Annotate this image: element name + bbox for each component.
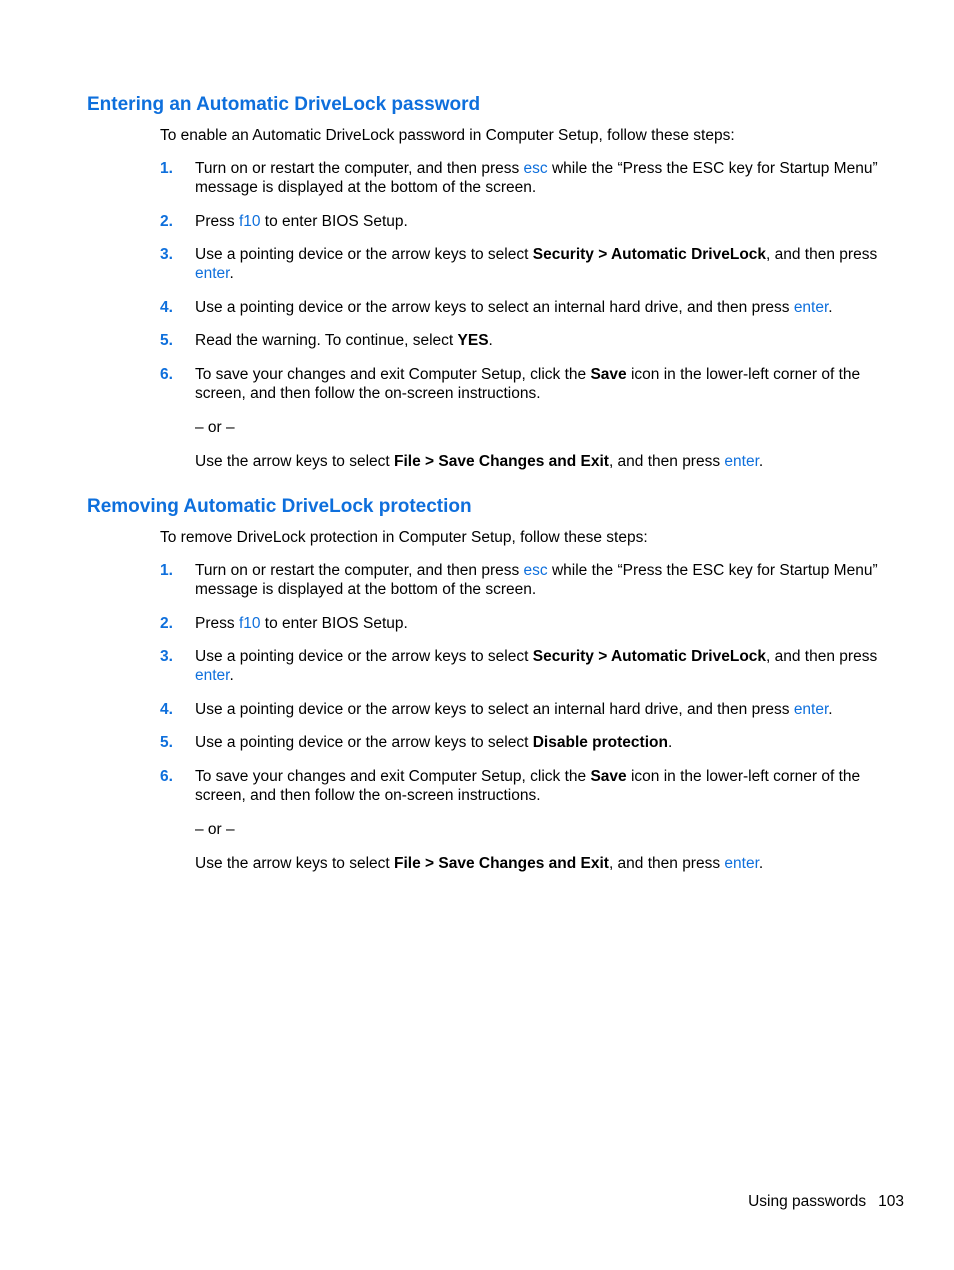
key-esc: esc bbox=[523, 562, 548, 579]
key-enter: enter bbox=[793, 700, 829, 718]
step-1: 1. Turn on or restart the computer, and then press esc while the “Press the ESC key for Startup Menu” message is displayed at the bottom of the screen. bbox=[160, 160, 878, 196]
or-separator: – or – bbox=[195, 418, 235, 436]
page-footer bbox=[748, 1192, 904, 1211]
step-3: 3. Use a pointing device or the arrow keys to select Security > Automatic DriveLock, and then press enter. bbox=[160, 648, 878, 684]
step-4: 4. Use a pointing device or the arrow keys to select an internal hard drive, and then press enter. bbox=[160, 298, 833, 316]
step-3: 3. Use a pointing device or the arrow keys to select Security > Automatic DriveLock, and then press enter. bbox=[160, 246, 878, 282]
section-removing-protection bbox=[87, 496, 887, 887]
step-5: 5. Use a pointing device or the arrow keys to select Disable protection. bbox=[160, 734, 673, 751]
section-intro: To remove DriveLock protection in Computer Setup, follow these steps: bbox=[160, 529, 648, 546]
page-number: 103 bbox=[878, 1193, 904, 1210]
section-entering-password bbox=[87, 94, 887, 485]
step-6: 6. To save your changes and exit Computer Setup, click the Save icon in the lower-left corner of the screen, and then follow the on-screen instructions. – or – Use the arrow keys to select File > Save Changes and Exit, and then press enter. bbox=[160, 767, 887, 873]
step-5: 5. Read the warning. To continue, select YES. bbox=[160, 332, 493, 349]
step-6: 6. To save your changes and exit Computer Setup, click the Save icon in the lower-left corner of the screen, and then follow the on-screen instructions. – or – Use the arrow keys to select File > Save Changes and Exit, and then press enter. bbox=[160, 365, 887, 471]
step-1: 1. Turn on or restart the computer, and then press esc while the “Press the ESC key for Startup Menu” message is displayed at the bottom of the screen. bbox=[160, 562, 878, 598]
key-enter: enter bbox=[724, 854, 759, 872]
section-heading: Removing Automatic DriveLock protection bbox=[87, 496, 472, 517]
alternative-step: Use the arrow keys to select File > Save Changes and Exit, and then press enter. bbox=[195, 854, 764, 872]
alternative-step: Use the arrow keys to select File > Save Changes and Exit, and then press enter. bbox=[195, 452, 764, 470]
key-enter: enter bbox=[793, 298, 829, 316]
key-esc: esc bbox=[523, 160, 548, 177]
section-heading: Entering an Automatic DriveLock password bbox=[87, 94, 481, 115]
steps-list bbox=[160, 561, 887, 873]
key-f10: f10 bbox=[238, 212, 261, 230]
key-enter: enter bbox=[195, 265, 230, 282]
steps-list bbox=[160, 159, 887, 471]
key-f10: f10 bbox=[238, 614, 261, 632]
step-4: 4. Use a pointing device or the arrow keys to select an internal hard drive, and then press enter. bbox=[160, 700, 833, 718]
step-2: 2. Press f10 to enter BIOS Setup. bbox=[160, 212, 408, 230]
key-enter: enter bbox=[724, 452, 759, 470]
section-intro: To enable an Automatic DriveLock password in Computer Setup, follow these steps: bbox=[160, 127, 735, 144]
step-2: 2. Press f10 to enter BIOS Setup. bbox=[160, 614, 408, 632]
key-enter: enter bbox=[195, 667, 230, 684]
or-separator: – or – bbox=[195, 820, 235, 838]
footer-section-title: Using passwords bbox=[748, 1193, 867, 1210]
